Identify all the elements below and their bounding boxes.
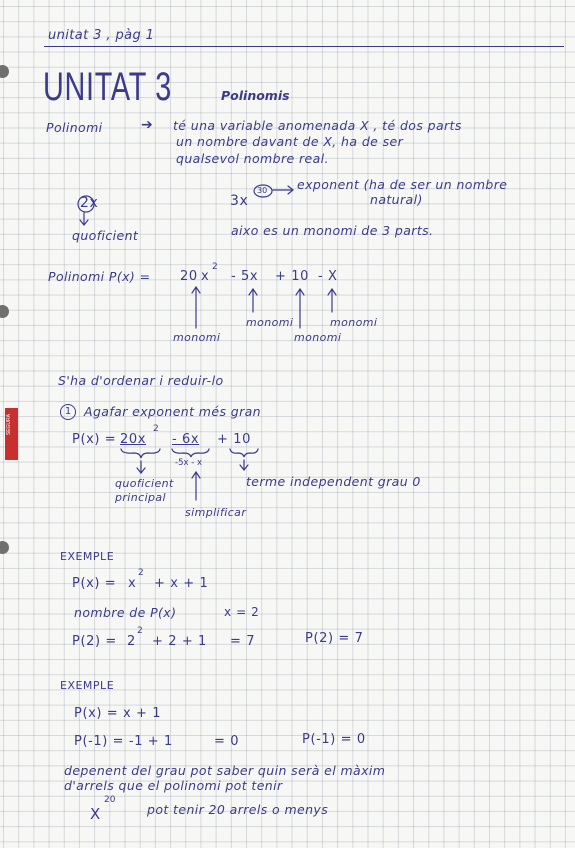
monomi-label: monomi: [330, 316, 378, 329]
order-intro: S'ha d'ordenar i reduir-lo: [58, 373, 224, 388]
evaluation-equals: = 0: [214, 734, 240, 749]
conclusion-line: depenent del grau pot saber quin serà el màxim: [64, 763, 386, 778]
ordered-term-3: + 10: [217, 432, 251, 447]
monomi-label: monomi: [173, 331, 221, 344]
conclusion-line: d'arrels que el polinomi pot tenir: [64, 778, 283, 793]
monomi-label: monomi: [246, 316, 294, 329]
monomial-exponent: 30: [257, 186, 268, 195]
degree-base: X: [90, 805, 101, 823]
page-title: UNITAT 3: [43, 65, 172, 109]
step-text: Agafar exponent més gran: [84, 404, 262, 419]
simplify-note: -5x - x: [175, 458, 203, 468]
example-polynomial-exp: 2: [138, 568, 144, 578]
term-4: - X: [318, 269, 338, 284]
monomial-base: 3x: [230, 193, 249, 209]
evaluation-lhs: P(2) =: [72, 634, 117, 649]
underbrace: [121, 449, 160, 458]
example-polynomial: P(x) = x + 1: [74, 706, 162, 721]
underbrace: [172, 449, 209, 457]
example-result: P(-1) = 0: [302, 732, 366, 747]
simplify-label: simplificar: [185, 506, 247, 519]
term-2: - 5x: [231, 269, 259, 284]
exponent-note: exponent (ha de ser un nombre: [297, 177, 508, 192]
page-header: unitat 3 , pàg 1: [48, 28, 155, 43]
ordered-lhs: P(x) =: [72, 432, 117, 447]
independent-term-label: terme independent grau 0: [246, 474, 421, 489]
term-1-coef: 20: [180, 269, 198, 284]
definition-line: té una variable anomenada X , té dos parts: [173, 118, 462, 133]
degree-exponent: 20: [104, 795, 116, 805]
evaluation: P(-1) = -1 + 1: [74, 734, 173, 749]
underbrace: [230, 449, 258, 457]
definition-line: qualsevol nombre real.: [176, 151, 329, 166]
definition-line: un nombre davant de X, ha de ser: [176, 134, 404, 149]
evaluation-base: 2: [127, 634, 136, 649]
example-heading: EXEMPLE: [60, 550, 115, 563]
evaluation-equals: = 7: [230, 634, 256, 649]
coef-principal-label: principal: [115, 491, 167, 504]
term-3: + 10: [275, 269, 309, 284]
coef-circle: [78, 196, 94, 212]
example-polynomial-lhs: P(x) =: [72, 576, 117, 591]
given-value: x = 2: [224, 605, 260, 619]
monomi-label: monomi: [294, 331, 342, 344]
ordered-term-1: 20x: [120, 432, 147, 447]
example-result: P(2) = 7: [305, 631, 364, 646]
given-label: nombre de P(x): [74, 605, 177, 620]
step-number: 1: [60, 404, 76, 420]
example-heading: EXEMPLE: [60, 679, 115, 692]
conclusion-note: pot tenir 20 arrels o menys: [147, 802, 329, 817]
arrow-icon: ➔: [141, 117, 153, 133]
monomial-note: aixo es un monomi de 3 parts.: [231, 223, 434, 238]
polynomial-lhs: Polinomi P(x) =: [48, 269, 151, 284]
page-subtitle: Polinomis: [221, 88, 290, 103]
coef-expression: 2x: [80, 195, 99, 211]
exponent-circle: [254, 185, 272, 197]
example-polynomial-rest: + x + 1: [154, 576, 209, 591]
ordered-term-1-exp: 2: [153, 424, 159, 434]
definition-term: Polinomi: [46, 120, 103, 135]
evaluation-rest: + 2 + 1: [152, 634, 207, 649]
example-polynomial-x: x: [128, 576, 137, 591]
term-1-exponent: 2: [212, 262, 218, 272]
coef-principal-label: quoficient: [115, 477, 174, 490]
coef-label: quoficient: [72, 228, 139, 243]
evaluation-exp: 2: [137, 626, 143, 636]
term-1-var: x: [201, 269, 210, 284]
exponent-note: natural): [370, 192, 423, 207]
paper-brand-tab: SEGURA: [5, 408, 18, 460]
ordered-term-2: - 6x: [172, 432, 200, 447]
